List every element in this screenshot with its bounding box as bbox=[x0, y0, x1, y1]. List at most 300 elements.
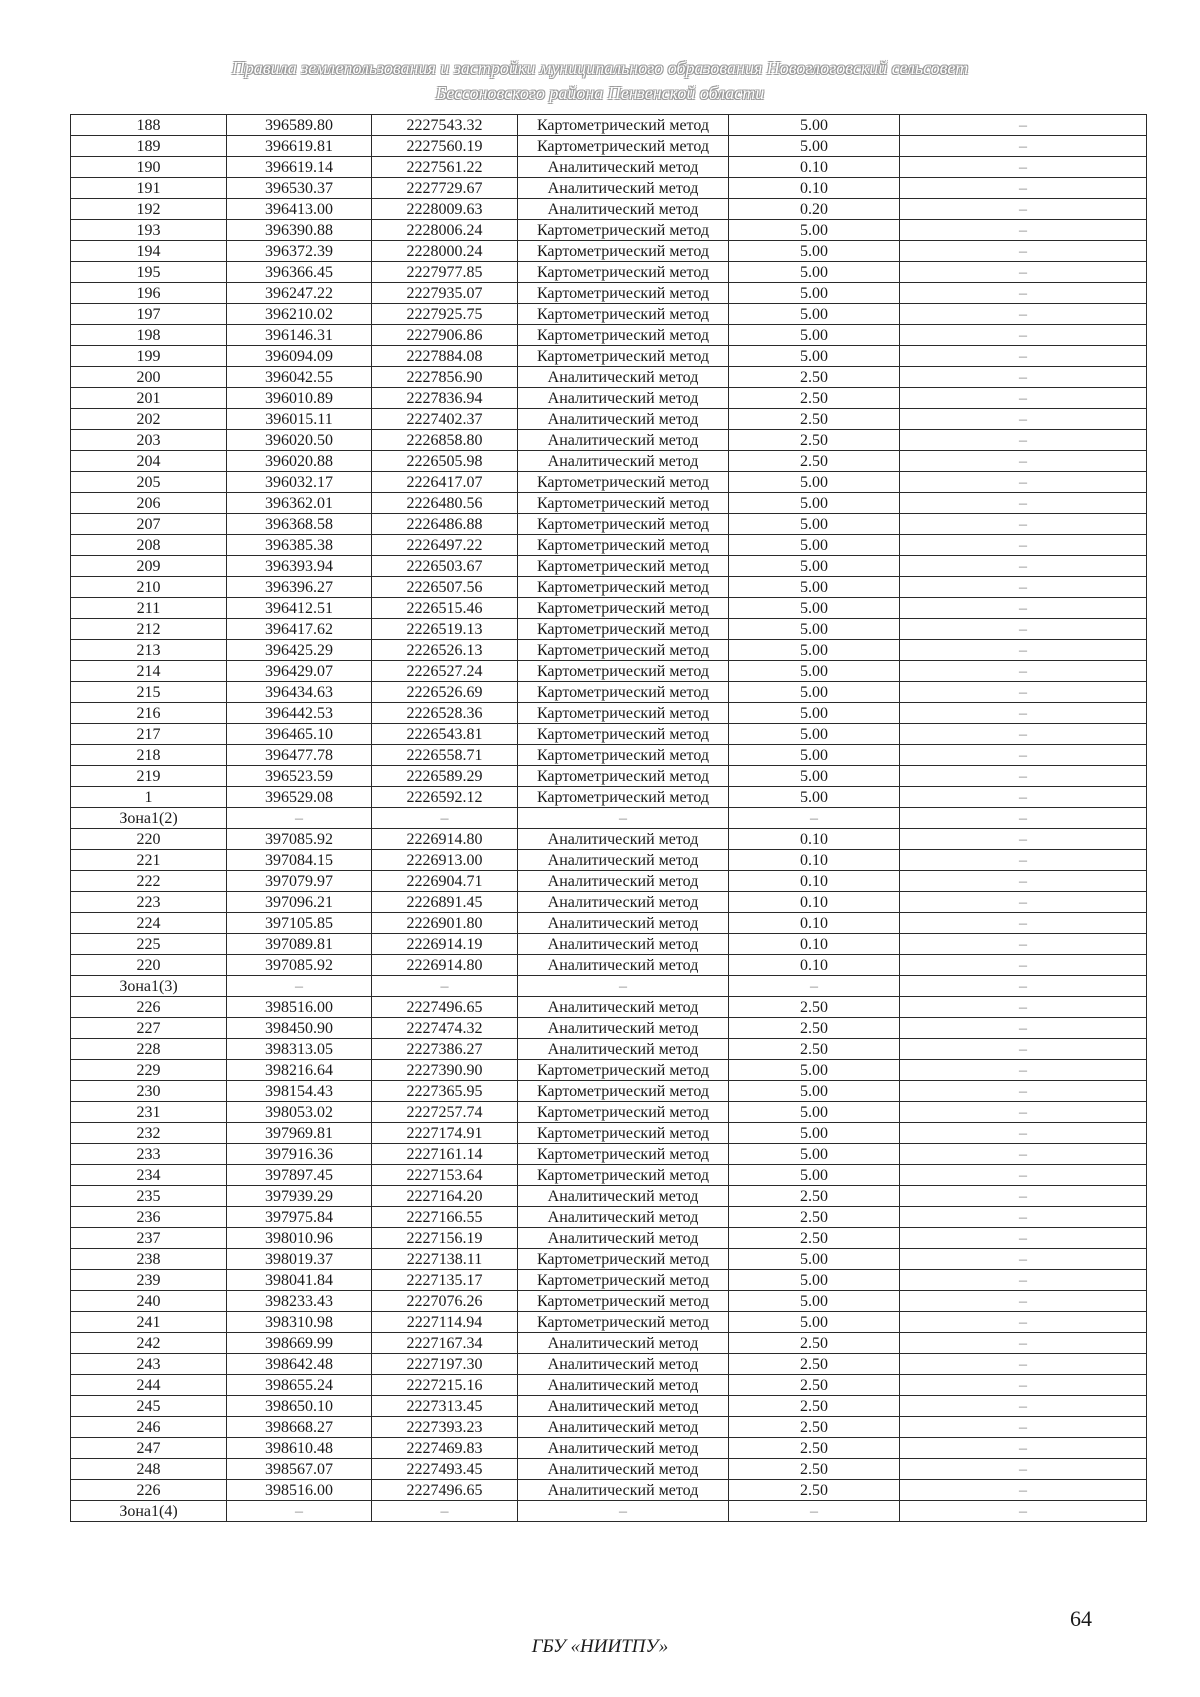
description-cell: – bbox=[900, 577, 1147, 598]
table-row bbox=[71, 1039, 1147, 1060]
table-row bbox=[71, 1081, 1147, 1102]
x-coordinate-cell: 396390.88 bbox=[227, 220, 372, 241]
table-row bbox=[71, 976, 1147, 997]
table-row bbox=[71, 1207, 1147, 1228]
table-row bbox=[71, 1228, 1147, 1249]
point-number-cell: Зона1(2) bbox=[71, 808, 227, 829]
x-coordinate-cell: 397085.92 bbox=[227, 955, 372, 976]
accuracy-cell: 5.00 bbox=[729, 514, 900, 535]
accuracy-cell: 0.10 bbox=[729, 892, 900, 913]
y-coordinate-cell: 2226914.80 bbox=[372, 955, 518, 976]
accuracy-cell: 0.10 bbox=[729, 157, 900, 178]
x-coordinate-cell: 396477.78 bbox=[227, 745, 372, 766]
method-cell: Картометрический метод bbox=[518, 1270, 729, 1291]
point-number-cell: 220 bbox=[71, 955, 227, 976]
accuracy-cell: 2.50 bbox=[729, 1018, 900, 1039]
method-cell: Картометрический метод bbox=[518, 1102, 729, 1123]
method-cell: Картометрический метод bbox=[518, 1144, 729, 1165]
point-number-cell: 237 bbox=[71, 1228, 227, 1249]
x-coordinate-cell: 396042.55 bbox=[227, 367, 372, 388]
y-coordinate-cell: 2228009.63 bbox=[372, 199, 518, 220]
point-number-cell: 241 bbox=[71, 1312, 227, 1333]
point-number-cell: 193 bbox=[71, 220, 227, 241]
point-number-cell: 198 bbox=[71, 325, 227, 346]
method-cell: Аналитический метод bbox=[518, 892, 729, 913]
x-coordinate-cell: 398669.99 bbox=[227, 1333, 372, 1354]
method-cell: Аналитический метод bbox=[518, 1354, 729, 1375]
x-coordinate-cell: 396372.39 bbox=[227, 241, 372, 262]
point-number-cell: Зона1(3) bbox=[71, 976, 227, 997]
accuracy-cell: 2.50 bbox=[729, 1396, 900, 1417]
point-number-cell: 222 bbox=[71, 871, 227, 892]
x-coordinate-cell: 396094.09 bbox=[227, 346, 372, 367]
description-cell: – bbox=[900, 934, 1147, 955]
point-number-cell: 238 bbox=[71, 1249, 227, 1270]
table-row bbox=[71, 766, 1147, 787]
accuracy-cell: 5.00 bbox=[729, 241, 900, 262]
description-cell: – bbox=[900, 136, 1147, 157]
accuracy-cell: 5.00 bbox=[729, 1291, 900, 1312]
table-row bbox=[71, 367, 1147, 388]
accuracy-cell: 2.50 bbox=[729, 1354, 900, 1375]
x-coordinate-cell: 398516.00 bbox=[227, 997, 372, 1018]
point-number-cell: 244 bbox=[71, 1375, 227, 1396]
x-coordinate-cell: 396412.51 bbox=[227, 598, 372, 619]
description-cell: – bbox=[900, 1459, 1147, 1480]
description-cell: – bbox=[900, 430, 1147, 451]
description-cell: – bbox=[900, 661, 1147, 682]
x-coordinate-cell: 396020.88 bbox=[227, 451, 372, 472]
point-number-cell: 188 bbox=[71, 115, 227, 136]
point-number-cell: 189 bbox=[71, 136, 227, 157]
point-number-cell: 194 bbox=[71, 241, 227, 262]
description-cell: – bbox=[900, 1375, 1147, 1396]
x-coordinate-cell: 396619.81 bbox=[227, 136, 372, 157]
description-cell: – bbox=[900, 262, 1147, 283]
table-row bbox=[71, 304, 1147, 325]
y-coordinate-cell: 2227906.86 bbox=[372, 325, 518, 346]
description-cell: – bbox=[900, 325, 1147, 346]
accuracy-cell: 5.00 bbox=[729, 640, 900, 661]
description-cell: – bbox=[900, 514, 1147, 535]
table-row bbox=[71, 535, 1147, 556]
y-coordinate-cell: 2227729.67 bbox=[372, 178, 518, 199]
accuracy-cell: 5.00 bbox=[729, 346, 900, 367]
point-number-cell: 246 bbox=[71, 1417, 227, 1438]
point-number-cell: 225 bbox=[71, 934, 227, 955]
y-coordinate-cell: 2227543.32 bbox=[372, 115, 518, 136]
description-cell: – bbox=[900, 745, 1147, 766]
method-cell: Картометрический метод bbox=[518, 1081, 729, 1102]
point-number-cell: Зона1(4) bbox=[71, 1501, 227, 1522]
method-cell: Картометрический метод bbox=[518, 346, 729, 367]
y-coordinate-cell: 2226515.46 bbox=[372, 598, 518, 619]
y-coordinate-cell: 2227493.45 bbox=[372, 1459, 518, 1480]
header-line-2: Бессоновского района Пензенской области bbox=[435, 83, 765, 103]
y-coordinate-cell: 2226480.56 bbox=[372, 493, 518, 514]
y-coordinate-cell: 2227977.85 bbox=[372, 262, 518, 283]
table-row bbox=[71, 199, 1147, 220]
accuracy-cell: 5.00 bbox=[729, 535, 900, 556]
method-cell: Картометрический метод bbox=[518, 556, 729, 577]
y-coordinate-cell: 2227856.90 bbox=[372, 367, 518, 388]
accuracy-cell: 0.10 bbox=[729, 829, 900, 850]
method-cell: Картометрический метод bbox=[518, 115, 729, 136]
table-row bbox=[71, 703, 1147, 724]
accuracy-cell: 5.00 bbox=[729, 220, 900, 241]
accuracy-cell: 5.00 bbox=[729, 304, 900, 325]
table-row bbox=[71, 934, 1147, 955]
x-coordinate-cell: 398154.43 bbox=[227, 1081, 372, 1102]
x-coordinate-cell: 397969.81 bbox=[227, 1123, 372, 1144]
accuracy-cell: 2.50 bbox=[729, 1039, 900, 1060]
table-row bbox=[71, 1396, 1147, 1417]
y-coordinate-cell: 2228006.24 bbox=[372, 220, 518, 241]
x-coordinate-cell: 398310.98 bbox=[227, 1312, 372, 1333]
description-cell: – bbox=[900, 1060, 1147, 1081]
table-row bbox=[71, 871, 1147, 892]
accuracy-cell: 5.00 bbox=[729, 1312, 900, 1333]
method-cell: Аналитический метод bbox=[518, 1228, 729, 1249]
x-coordinate-cell: 396366.45 bbox=[227, 262, 372, 283]
point-number-cell: 229 bbox=[71, 1060, 227, 1081]
y-coordinate-cell: 2227257.74 bbox=[372, 1102, 518, 1123]
method-cell: Картометрический метод bbox=[518, 661, 729, 682]
description-cell: – bbox=[900, 1354, 1147, 1375]
description-cell: – bbox=[900, 346, 1147, 367]
y-coordinate-cell: 2226904.71 bbox=[372, 871, 518, 892]
point-number-cell: 213 bbox=[71, 640, 227, 661]
description-cell: – bbox=[900, 1249, 1147, 1270]
accuracy-cell: 5.00 bbox=[729, 115, 900, 136]
description-cell: – bbox=[900, 829, 1147, 850]
description-cell: – bbox=[900, 220, 1147, 241]
method-cell: Аналитический метод bbox=[518, 955, 729, 976]
y-coordinate-cell: 2226507.56 bbox=[372, 577, 518, 598]
method-cell: – bbox=[518, 976, 729, 997]
point-number-cell: 196 bbox=[71, 283, 227, 304]
table-row bbox=[71, 493, 1147, 514]
y-coordinate-cell: 2226528.36 bbox=[372, 703, 518, 724]
method-cell: Картометрический метод bbox=[518, 1165, 729, 1186]
point-number-cell: 218 bbox=[71, 745, 227, 766]
y-coordinate-cell: 2226505.98 bbox=[372, 451, 518, 472]
description-cell: – bbox=[900, 367, 1147, 388]
y-coordinate-cell: 2226486.88 bbox=[372, 514, 518, 535]
point-number-cell: 242 bbox=[71, 1333, 227, 1354]
point-number-cell: 217 bbox=[71, 724, 227, 745]
point-number-cell: 243 bbox=[71, 1354, 227, 1375]
accuracy-cell: 5.00 bbox=[729, 472, 900, 493]
document-header bbox=[0, 56, 1200, 106]
table-row bbox=[71, 913, 1147, 934]
table-row bbox=[71, 1480, 1147, 1501]
accuracy-cell: 5.00 bbox=[729, 136, 900, 157]
description-cell: – bbox=[900, 304, 1147, 325]
point-number-cell: 211 bbox=[71, 598, 227, 619]
y-coordinate-cell: 2227167.34 bbox=[372, 1333, 518, 1354]
description-cell: – bbox=[900, 703, 1147, 724]
y-coordinate-cell: 2228000.24 bbox=[372, 241, 518, 262]
accuracy-cell: – bbox=[729, 976, 900, 997]
x-coordinate-cell: 396442.53 bbox=[227, 703, 372, 724]
y-coordinate-cell: 2226558.71 bbox=[372, 745, 518, 766]
accuracy-cell: – bbox=[729, 1501, 900, 1522]
table-row bbox=[71, 220, 1147, 241]
table-row bbox=[71, 346, 1147, 367]
x-coordinate-cell: 396589.80 bbox=[227, 115, 372, 136]
description-cell: – bbox=[900, 1102, 1147, 1123]
method-cell: Аналитический метод bbox=[518, 850, 729, 871]
point-number-cell: 207 bbox=[71, 514, 227, 535]
table-row bbox=[71, 325, 1147, 346]
method-cell: Картометрический метод bbox=[518, 577, 729, 598]
y-coordinate-cell: 2227402.37 bbox=[372, 409, 518, 430]
table-row bbox=[71, 1144, 1147, 1165]
x-coordinate-cell: 397079.97 bbox=[227, 871, 372, 892]
table-row bbox=[71, 808, 1147, 829]
point-number-cell: 245 bbox=[71, 1396, 227, 1417]
table-row bbox=[71, 157, 1147, 178]
y-coordinate-cell: 2227474.32 bbox=[372, 1018, 518, 1039]
description-cell: – bbox=[900, 1186, 1147, 1207]
method-cell: Картометрический метод bbox=[518, 325, 729, 346]
y-coordinate-cell: – bbox=[372, 976, 518, 997]
x-coordinate-cell: 397897.45 bbox=[227, 1165, 372, 1186]
table-row bbox=[71, 661, 1147, 682]
method-cell: Картометрический метод bbox=[518, 220, 729, 241]
y-coordinate-cell: 2227386.27 bbox=[372, 1039, 518, 1060]
accuracy-cell: 0.20 bbox=[729, 199, 900, 220]
description-cell: – bbox=[900, 724, 1147, 745]
point-number-cell: 248 bbox=[71, 1459, 227, 1480]
y-coordinate-cell: 2226901.80 bbox=[372, 913, 518, 934]
description-cell: – bbox=[900, 997, 1147, 1018]
point-number-cell: 224 bbox=[71, 913, 227, 934]
x-coordinate-cell: 396429.07 bbox=[227, 661, 372, 682]
x-coordinate-cell: 398516.00 bbox=[227, 1480, 372, 1501]
point-number-cell: 234 bbox=[71, 1165, 227, 1186]
description-cell: – bbox=[900, 682, 1147, 703]
method-cell: Картометрический метод bbox=[518, 703, 729, 724]
table-row bbox=[71, 241, 1147, 262]
point-number-cell: 1 bbox=[71, 787, 227, 808]
x-coordinate-cell: – bbox=[227, 1501, 372, 1522]
x-coordinate-cell: 396032.17 bbox=[227, 472, 372, 493]
method-cell: Аналитический метод bbox=[518, 934, 729, 955]
method-cell: Картометрический метод bbox=[518, 472, 729, 493]
method-cell: Картометрический метод bbox=[518, 640, 729, 661]
accuracy-cell: 5.00 bbox=[729, 766, 900, 787]
description-cell: – bbox=[900, 850, 1147, 871]
x-coordinate-cell: 396146.31 bbox=[227, 325, 372, 346]
document-footer: ГБУ «НИИТПУ» bbox=[531, 1636, 669, 1657]
accuracy-cell: 2.50 bbox=[729, 451, 900, 472]
description-cell: – bbox=[900, 409, 1147, 430]
x-coordinate-cell: 398216.64 bbox=[227, 1060, 372, 1081]
x-coordinate-cell: 397975.84 bbox=[227, 1207, 372, 1228]
point-number-cell: 208 bbox=[71, 535, 227, 556]
x-coordinate-cell: 397916.36 bbox=[227, 1144, 372, 1165]
accuracy-cell: 5.00 bbox=[729, 661, 900, 682]
accuracy-cell: 2.50 bbox=[729, 1375, 900, 1396]
table-row bbox=[71, 829, 1147, 850]
method-cell: Картометрический метод bbox=[518, 1249, 729, 1270]
description-cell: – bbox=[900, 1165, 1147, 1186]
point-number-cell: 227 bbox=[71, 1018, 227, 1039]
table-row bbox=[71, 1417, 1147, 1438]
x-coordinate-cell: 398019.37 bbox=[227, 1249, 372, 1270]
x-coordinate-cell: 396385.38 bbox=[227, 535, 372, 556]
description-cell: – bbox=[900, 199, 1147, 220]
point-number-cell: 220 bbox=[71, 829, 227, 850]
accuracy-cell: 2.50 bbox=[729, 409, 900, 430]
y-coordinate-cell: 2226914.19 bbox=[372, 934, 518, 955]
method-cell: Аналитический метод bbox=[518, 1186, 729, 1207]
coordinates-table bbox=[70, 114, 1147, 1522]
table-row bbox=[71, 1102, 1147, 1123]
accuracy-cell: 5.00 bbox=[729, 787, 900, 808]
accuracy-cell: 5.00 bbox=[729, 556, 900, 577]
x-coordinate-cell: 398655.24 bbox=[227, 1375, 372, 1396]
accuracy-cell: 5.00 bbox=[729, 703, 900, 724]
table-row bbox=[71, 262, 1147, 283]
description-cell: – bbox=[900, 535, 1147, 556]
method-cell: Картометрический метод bbox=[518, 241, 729, 262]
x-coordinate-cell: 396530.37 bbox=[227, 178, 372, 199]
accuracy-cell: 5.00 bbox=[729, 283, 900, 304]
method-cell: Аналитический метод bbox=[518, 1396, 729, 1417]
accuracy-cell: 5.00 bbox=[729, 1102, 900, 1123]
table-row bbox=[71, 619, 1147, 640]
table-row bbox=[71, 556, 1147, 577]
method-cell: Картометрический метод bbox=[518, 514, 729, 535]
y-coordinate-cell: 2227166.55 bbox=[372, 1207, 518, 1228]
table-row bbox=[71, 1249, 1147, 1270]
method-cell: Картометрический метод bbox=[518, 787, 729, 808]
method-cell: Аналитический метод bbox=[518, 178, 729, 199]
accuracy-cell: 2.50 bbox=[729, 1186, 900, 1207]
description-cell: – bbox=[900, 766, 1147, 787]
description-cell: – bbox=[900, 871, 1147, 892]
accuracy-cell: 5.00 bbox=[729, 325, 900, 346]
x-coordinate-cell: 396523.59 bbox=[227, 766, 372, 787]
accuracy-cell: 5.00 bbox=[729, 682, 900, 703]
description-cell: – bbox=[900, 976, 1147, 997]
description-cell: – bbox=[900, 1081, 1147, 1102]
point-number-cell: 247 bbox=[71, 1438, 227, 1459]
table-row bbox=[71, 598, 1147, 619]
description-cell: – bbox=[900, 598, 1147, 619]
x-coordinate-cell: 398233.43 bbox=[227, 1291, 372, 1312]
method-cell: Картометрический метод bbox=[518, 598, 729, 619]
table-row bbox=[71, 1459, 1147, 1480]
table-row bbox=[71, 682, 1147, 703]
accuracy-cell: 2.50 bbox=[729, 997, 900, 1018]
table-row bbox=[71, 1375, 1147, 1396]
description-cell: – bbox=[900, 640, 1147, 661]
y-coordinate-cell: 2226913.00 bbox=[372, 850, 518, 871]
x-coordinate-cell: 398650.10 bbox=[227, 1396, 372, 1417]
method-cell: Картометрический метод bbox=[518, 1312, 729, 1333]
description-cell: – bbox=[900, 1480, 1147, 1501]
x-coordinate-cell: 396425.29 bbox=[227, 640, 372, 661]
y-coordinate-cell: 2226589.29 bbox=[372, 766, 518, 787]
description-cell: – bbox=[900, 1039, 1147, 1060]
y-coordinate-cell: 2227884.08 bbox=[372, 346, 518, 367]
description-cell: – bbox=[900, 1123, 1147, 1144]
description-cell: – bbox=[900, 787, 1147, 808]
table-row bbox=[71, 850, 1147, 871]
table-row bbox=[71, 178, 1147, 199]
y-coordinate-cell: 2227197.30 bbox=[372, 1354, 518, 1375]
table-row bbox=[71, 1354, 1147, 1375]
table-row bbox=[71, 1270, 1147, 1291]
x-coordinate-cell: 398668.27 bbox=[227, 1417, 372, 1438]
method-cell: Аналитический метод bbox=[518, 997, 729, 1018]
method-cell: Аналитический метод bbox=[518, 1018, 729, 1039]
description-cell: – bbox=[900, 1270, 1147, 1291]
y-coordinate-cell: 2227153.64 bbox=[372, 1165, 518, 1186]
x-coordinate-cell: 398610.48 bbox=[227, 1438, 372, 1459]
method-cell: Аналитический метод bbox=[518, 199, 729, 220]
description-cell: – bbox=[900, 388, 1147, 409]
table-row bbox=[71, 745, 1147, 766]
x-coordinate-cell: 396396.27 bbox=[227, 577, 372, 598]
method-cell: Аналитический метод bbox=[518, 1333, 729, 1354]
point-number-cell: 202 bbox=[71, 409, 227, 430]
method-cell: Картометрический метод bbox=[518, 136, 729, 157]
description-cell: – bbox=[900, 283, 1147, 304]
point-number-cell: 190 bbox=[71, 157, 227, 178]
x-coordinate-cell: 396434.63 bbox=[227, 682, 372, 703]
table-row bbox=[71, 1312, 1147, 1333]
description-cell: – bbox=[900, 556, 1147, 577]
accuracy-cell: 2.50 bbox=[729, 430, 900, 451]
y-coordinate-cell: 2227156.19 bbox=[372, 1228, 518, 1249]
accuracy-cell: 5.00 bbox=[729, 724, 900, 745]
accuracy-cell: 0.10 bbox=[729, 913, 900, 934]
table-row bbox=[71, 514, 1147, 535]
table-row bbox=[71, 409, 1147, 430]
x-coordinate-cell: 397939.29 bbox=[227, 1186, 372, 1207]
table-row bbox=[71, 1186, 1147, 1207]
y-coordinate-cell: 2227836.94 bbox=[372, 388, 518, 409]
point-number-cell: 201 bbox=[71, 388, 227, 409]
description-cell: – bbox=[900, 1417, 1147, 1438]
method-cell: Аналитический метод bbox=[518, 409, 729, 430]
point-number-cell: 192 bbox=[71, 199, 227, 220]
x-coordinate-cell: 396393.94 bbox=[227, 556, 372, 577]
accuracy-cell: 5.00 bbox=[729, 577, 900, 598]
y-coordinate-cell: 2227925.75 bbox=[372, 304, 518, 325]
table-row bbox=[71, 283, 1147, 304]
y-coordinate-cell: 2227313.45 bbox=[372, 1396, 518, 1417]
method-cell: Аналитический метод bbox=[518, 451, 729, 472]
description-cell: – bbox=[900, 892, 1147, 913]
method-cell: Аналитический метод bbox=[518, 388, 729, 409]
method-cell: Аналитический метод bbox=[518, 1480, 729, 1501]
x-coordinate-cell: 396247.22 bbox=[227, 283, 372, 304]
method-cell: Картометрический метод bbox=[518, 262, 729, 283]
table-row bbox=[71, 892, 1147, 913]
y-coordinate-cell: 2226519.13 bbox=[372, 619, 518, 640]
point-number-cell: 206 bbox=[71, 493, 227, 514]
accuracy-cell: 2.50 bbox=[729, 1333, 900, 1354]
table-row bbox=[71, 1018, 1147, 1039]
method-cell: Аналитический метод bbox=[518, 913, 729, 934]
accuracy-cell: 2.50 bbox=[729, 1438, 900, 1459]
